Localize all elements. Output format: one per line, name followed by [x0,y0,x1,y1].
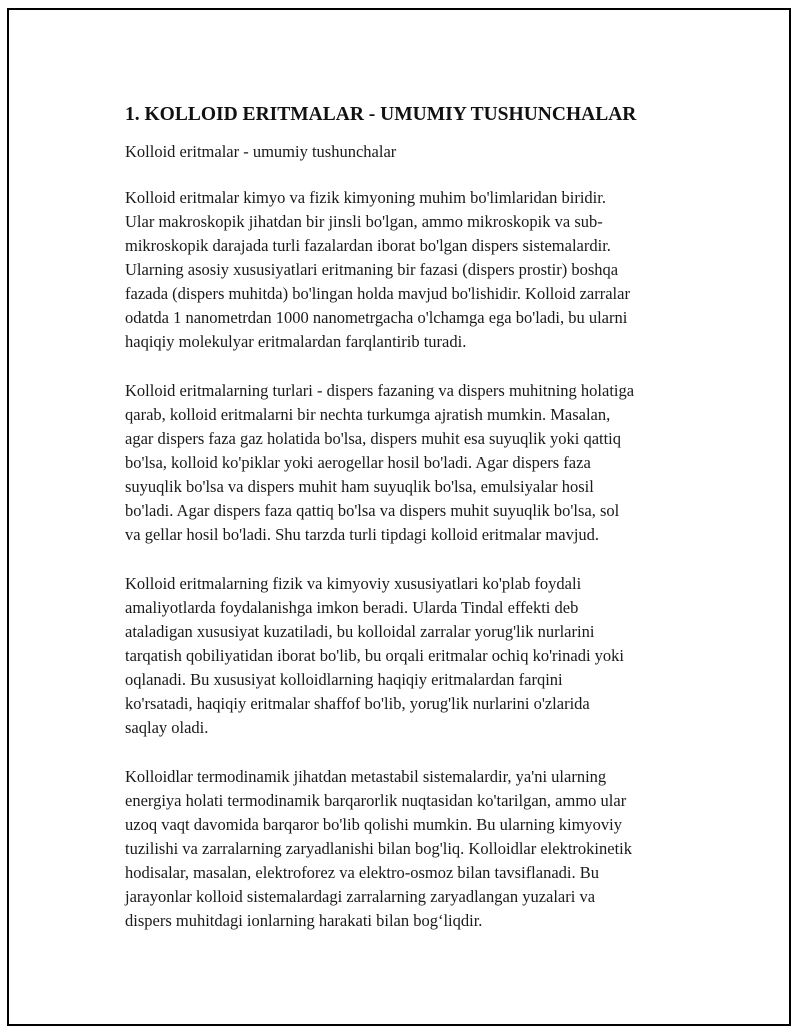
paragraph [125,379,695,547]
page-title: 1. KOLLOID ERITMALAR - UMUMIY TUSHUNCHALAR [125,104,637,125]
paragraph-line: energiya holati termodinamik barqarorlik nuqtasidan ko'tarilgan, ammo ular [125,791,627,810]
paragraph-line: tuzilishi va zarralarning zaryadlanishi bilan bog'liq. Kolloidlar elektrokinetik [125,839,632,858]
paragraph-line: ko'rsatadi, haqiqiy eritmalar shaffof bo'lib, yorug'lik nurlarini o'zlarida [125,694,590,713]
paragraph-line: qarab, kolloid eritmalarni bir nechta turkumga ajratish mumkin. Masalan, [125,405,611,424]
paragraph-line: tarqatish qobiliyatidan iborat bo'lib, bu orqali eritmalar ochiq ko'rinadi yoki [125,646,624,665]
paragraph-line: amaliyotlarda foydalanishga imkon beradi. Ularda Tindal effekti deb [125,598,579,617]
paragraph-line: mikroskopik darajada turli fazalardan iborat bo'lgan dispers sistemalardir. [125,236,611,255]
paragraph-line: Kolloid eritmalar kimyo va fizik kimyoning muhim bo'limlaridan biridir. [125,188,606,207]
paragraph [125,186,695,354]
paragraph-line: haqiqiy molekulyar eritmalardan farqlantirib turadi. [125,332,467,351]
paragraph-line: Ular makroskopik jihatdan bir jinsli bo'lgan, ammo mikroskopik va sub- [125,212,603,231]
paragraph [125,572,695,740]
paragraph-line: Ularning asosiy xususiyatlari eritmaning bir fazasi (dispers prostir) boshqa [125,260,619,279]
paragraph-line: odatda 1 nanometrdan 1000 nanometrgacha o'lchamga ega bo'ladi, bu ularni [125,308,628,327]
subtitle: Kolloid eritmalar - umumiy tushunchalar [125,142,397,161]
paragraph-line: ataladigan xususiyat kuzatiladi, bu kolloidal zarralar yorug'lik nurlarini [125,622,595,641]
paragraph [125,765,695,933]
paragraph-line: Kolloidlar termodinamik jihatdan metastabil sistemalardir, ya'ni ularning [125,767,607,786]
page-frame [7,8,791,1026]
paragraph-line: fazada (dispers muhitda) bo'lingan holda mavjud bo'lishidir. Kolloid zarralar [125,284,630,303]
paragraph-line: suyuqlik bo'lsa va dispers muhit ham suyuqlik bo'lsa, emulsiyalar hosil [125,477,594,496]
paragraph-line: bo'lsa, kolloid ko'piklar yoki aerogellar hosil bo'ladi. Agar dispers faza [125,453,591,472]
paragraph-line: va gellar hosil bo'ladi. Shu tarzda turli tipdagi kolloid eritmalar mavjud. [125,525,600,544]
paragraph-line: oqlanadi. Bu xususiyat kolloidlarning haqiqiy eritmalardan farqini [125,670,563,689]
paragraph-line: hodisalar, masalan, elektroforez va elektro-osmoz bilan tavsiflanadi. Bu [125,863,600,882]
paragraph-line: uzoq vaqt davomida barqaror bo'lib qolishi mumkin. Bu ularning kimyoviy [125,815,622,834]
paragraph-line: Kolloid eritmalarning fizik va kimyoviy xususiyatlari ko'plab foydali [125,574,582,593]
paragraph-list [125,186,695,933]
paragraph-line: dispers muhitdagi ionlarning harakati bilan bog‘liqdir. [125,911,483,930]
paragraph-line: jarayonlar kolloid sistemalardagi zarralarning zaryadlangan yuzalari va [125,887,596,906]
paragraph-line: bo'ladi. Agar dispers faza qattiq bo'lsa va dispers muhit suyuqlik bo'lsa, sol [125,501,620,520]
paragraph-line: saqlay oladi. [125,718,209,737]
paragraph-line: agar dispers faza gaz holatida bo'lsa, dispers muhit esa suyuqlik yoki qattiq [125,429,622,448]
paragraph-line: Kolloid eritmalarning turlari - dispers fazaning va dispers muhitning holatiga [125,381,635,400]
document-body [125,102,695,958]
